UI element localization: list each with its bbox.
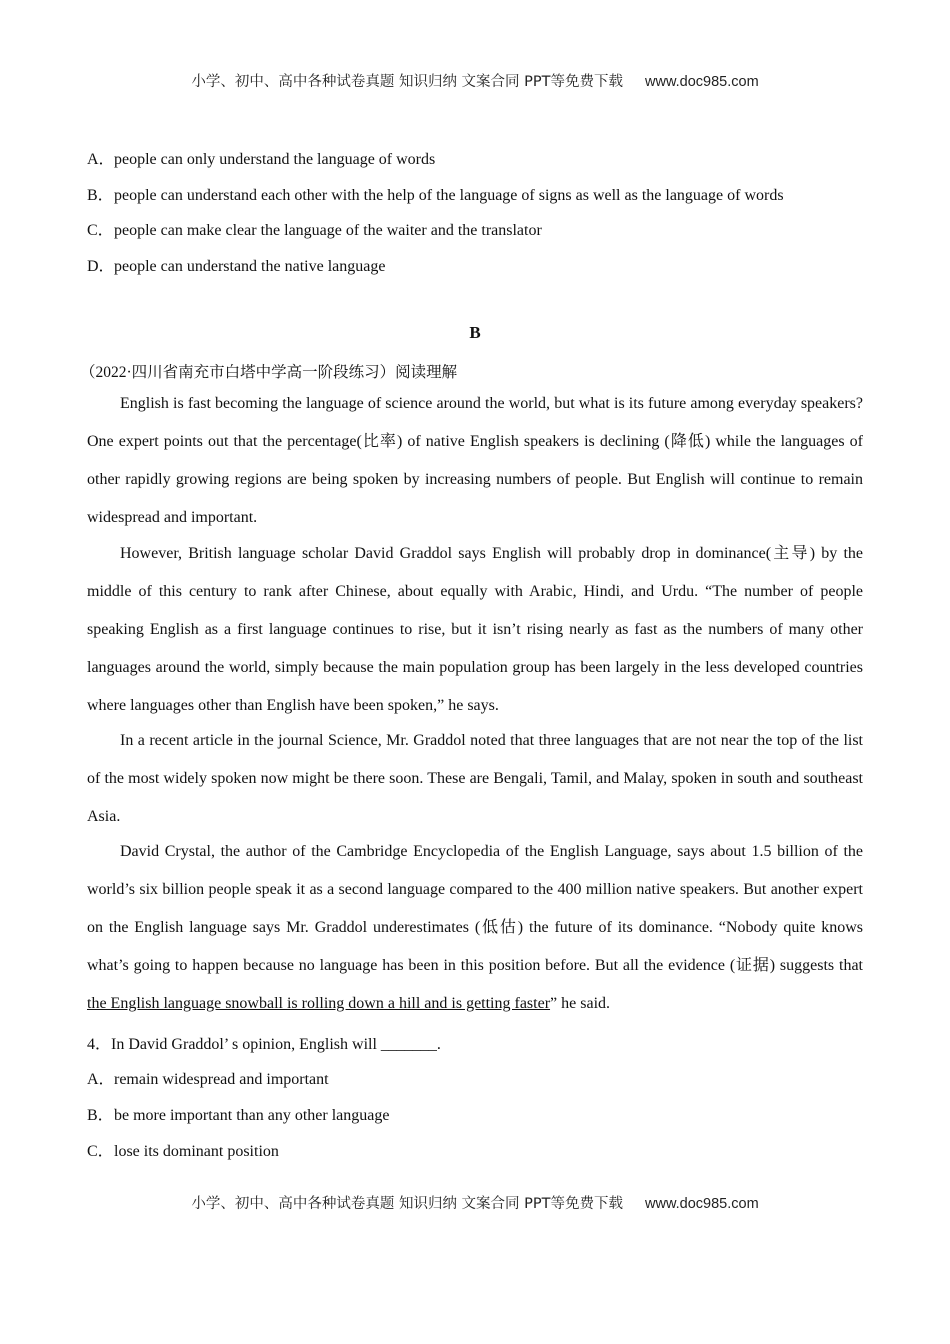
question-option-b[interactable]: B．be more important than any other language xyxy=(87,1107,390,1124)
section-heading: B xyxy=(469,323,481,342)
underlined-sentence: the English language snowball is rolling down a hill and is getting faster xyxy=(87,995,551,1012)
page-footer xyxy=(0,1192,950,1213)
passage-paragraph-2: However, British language scholar David Graddol says English will probably drop in dominance(主导) by the middle of this century to rank after Chinese, about equally with Arabic, Hindi, and Urdu. “The number of people speaking English as a first language continues to rise, but it isn’t rising nearly as fast as the numbers of many other languages around the world, simply because the main population group has been largely in the less developed countries where languages other than English have been spoken,” he says. xyxy=(87,545,863,714)
paragraph-4-text: David Crystal, the author of the Cambridge Encyclopedia of the English Language, says about 1.5 billion of the world’s six billion people speak it as a second language compared to the 400 million native speakers. But another expert on the English language says Mr. Graddol underestimates (低估) the future of its dominance. “Nobody quite knows what’s going to happen because no language has been in this position before. But all the evidence (证据) suggests that xyxy=(87,843,863,974)
prev-option-b: B．people can understand each other with the help of the language of signs as well as the language of words xyxy=(87,187,784,204)
passage-paragraph-3: In a recent article in the journal Science, Mr. Graddol noted that three languages that are not near the top of the list of the most widely spoken now might be there soon. These are Bengali, Tamil, and Malay, spoken in south and southeast Asia. xyxy=(87,732,863,825)
footer-text: 小学、初中、高中各种试卷真题 知识归纳 文案合同 PPT等免费下载 xyxy=(191,1196,624,1212)
section-source: （2022·四川省南充市白塔中学高一阶段练习）阅读理解 xyxy=(80,364,458,381)
prev-option-c: C．people can make clear the language of the waiter and the translator xyxy=(87,222,542,239)
header-url[interactable]: www.doc985.com xyxy=(645,74,759,90)
question-option-a[interactable]: A．remain widespread and important xyxy=(87,1071,329,1088)
prev-option-d: D．people can understand the native language xyxy=(87,258,386,275)
header-text: 小学、初中、高中各种试卷真题 知识归纳 文案合同 PPT等免费下载 xyxy=(191,74,624,90)
footer-url[interactable]: www.doc985.com xyxy=(645,1196,759,1212)
paragraph-4-end: ” he said. xyxy=(550,995,611,1012)
passage-paragraph-4 xyxy=(87,833,863,1023)
question-option-c[interactable]: C．lose its dominant position xyxy=(87,1143,279,1160)
page-header xyxy=(0,70,950,91)
question-stem: 4．In David Graddol’ s opinion, English will _______. xyxy=(87,1036,441,1053)
passage-paragraph-1: English is fast becoming the language of science around the world, but what is its future among everyday speakers? One expert points out that the percentage(比率) of native English speakers is declining (降低) while the languages of other rapidly growing regions are being spoken by increasing numbers of people. But English will continue to remain widespread and important. xyxy=(87,395,863,526)
prev-option-a: A．people can only understand the language of words xyxy=(87,151,436,168)
